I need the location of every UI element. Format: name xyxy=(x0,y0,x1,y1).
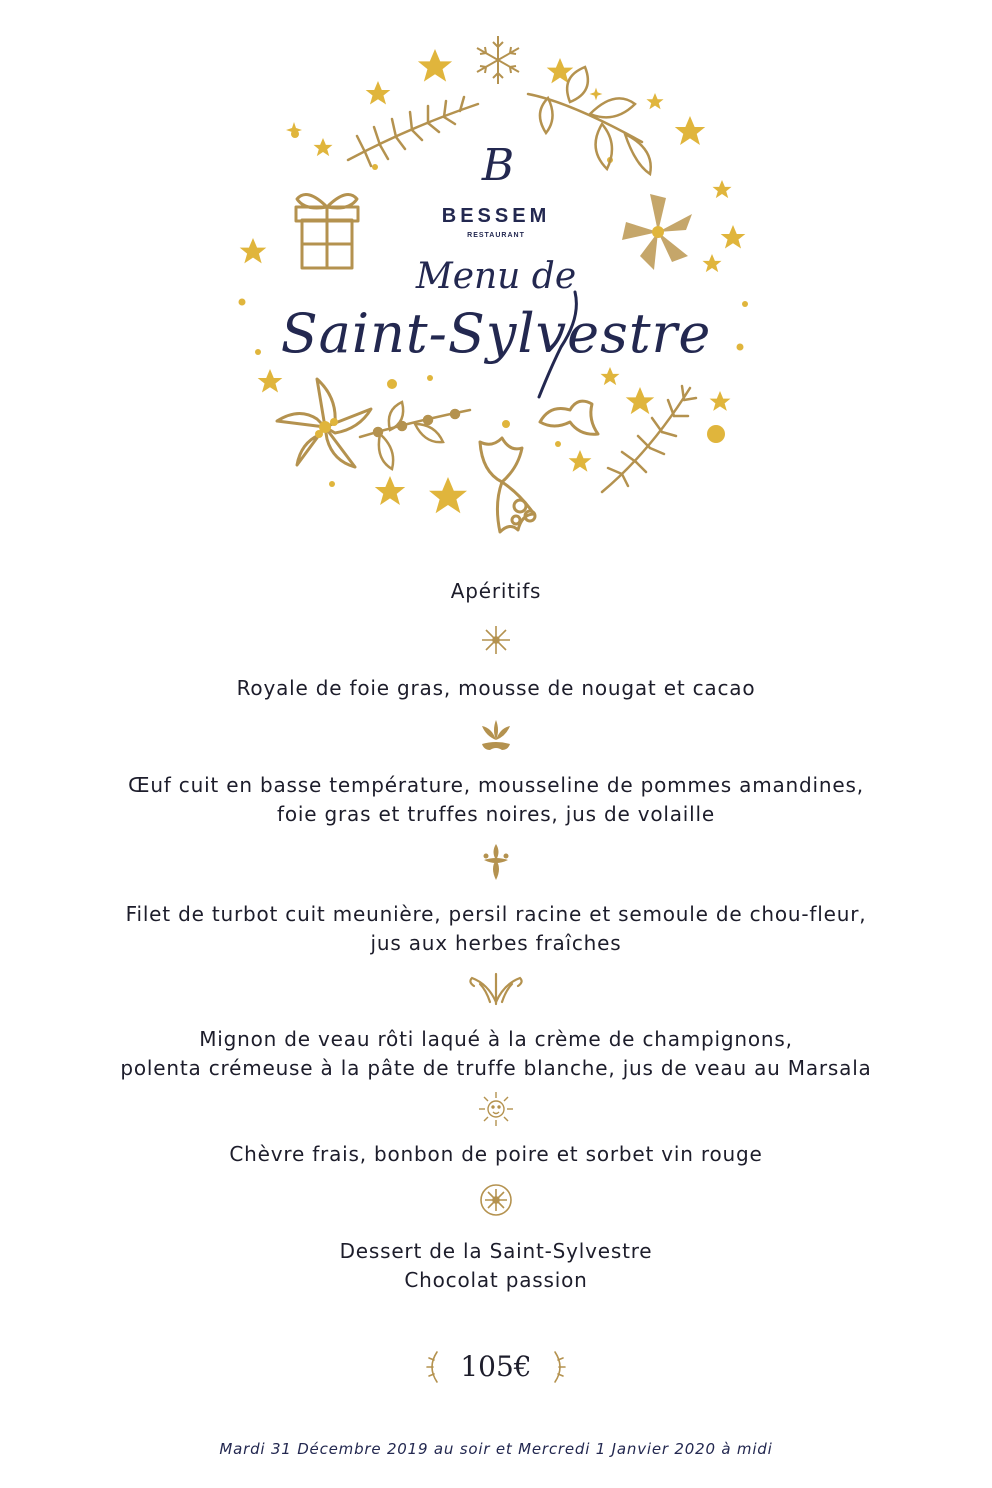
sun-ornament-icon xyxy=(476,1089,516,1129)
restaurant-name: BESSEM xyxy=(441,205,551,227)
lily-ornament-icon xyxy=(476,842,516,882)
star-icon xyxy=(569,450,592,472)
holly-icon xyxy=(480,438,535,532)
course-line: Dessert de la Saint-Sylvestre xyxy=(339,1239,653,1263)
scroll-ornament-icon xyxy=(466,968,526,1008)
star-icon xyxy=(258,369,283,393)
snowflake-ornament-icon xyxy=(476,620,516,660)
left-flourish-icon xyxy=(425,1350,441,1384)
pine-branch-icon xyxy=(602,386,696,492)
course-veau xyxy=(60,1025,932,1083)
course-turbot xyxy=(60,900,932,958)
restaurant-monogram-logo: B xyxy=(481,140,511,191)
price-row xyxy=(0,1348,992,1384)
course-line: Chocolat passion xyxy=(404,1268,588,1292)
course-line: Chèvre frais, bonbon de poire et sorbet vin rouge xyxy=(229,1142,763,1166)
star-icon xyxy=(375,476,405,505)
star-icon xyxy=(710,391,731,411)
course-line: Œuf cuit en basse température, mousseline de pommes amandines, xyxy=(128,773,864,797)
star-icon xyxy=(590,88,603,101)
poinsettia-icon xyxy=(277,379,371,467)
star-icon xyxy=(418,49,452,82)
course-line: polenta crémeuse à la pâte de truffe blanche, jus de veau au Marsala xyxy=(120,1056,872,1080)
course-chevre xyxy=(60,1140,932,1169)
star-icon xyxy=(366,81,391,105)
course-line: Filet de turbot cuit meunière, persil racine et semoule de chou-fleur, xyxy=(125,902,867,926)
berry-branch-icon xyxy=(360,402,470,469)
star-icon xyxy=(626,387,655,414)
course-oeuf xyxy=(60,771,932,829)
course-dessert xyxy=(60,1237,932,1295)
course-line: foie gras et truffes noires, jus de volaille xyxy=(277,802,715,826)
course-line: jus aux herbes fraîches xyxy=(370,931,622,955)
course-line: Royale de foie gras, mousse de nougat et cacao xyxy=(236,676,756,700)
restaurant-subtitle: RESTAURANT xyxy=(467,232,525,239)
star-icon xyxy=(646,93,663,109)
menu-price: 105€ xyxy=(460,1350,532,1383)
holly-leaf-icon xyxy=(540,401,598,434)
menu-title-line2: Saint-Sylvestre xyxy=(280,302,712,365)
snowflake-icon xyxy=(477,36,519,84)
course-line: Mignon de veau rôti laqué à la crème de champignons, xyxy=(199,1027,793,1051)
menu-title-line1: Menu de xyxy=(415,256,577,297)
fleuron-ornament-icon xyxy=(476,716,516,756)
right-flourish-icon xyxy=(551,1350,567,1384)
course-line: Apéritifs xyxy=(450,579,542,603)
star-icon xyxy=(601,367,620,385)
course-aperitifs xyxy=(60,577,932,606)
medallion-ornament-icon xyxy=(476,1180,516,1220)
service-dates: Mardi 31 Décembre 2019 au soir et Mercredi 1 Janvier 2020 à midi xyxy=(219,1440,773,1458)
star-icon xyxy=(429,477,467,513)
course-foie-gras xyxy=(60,674,932,703)
